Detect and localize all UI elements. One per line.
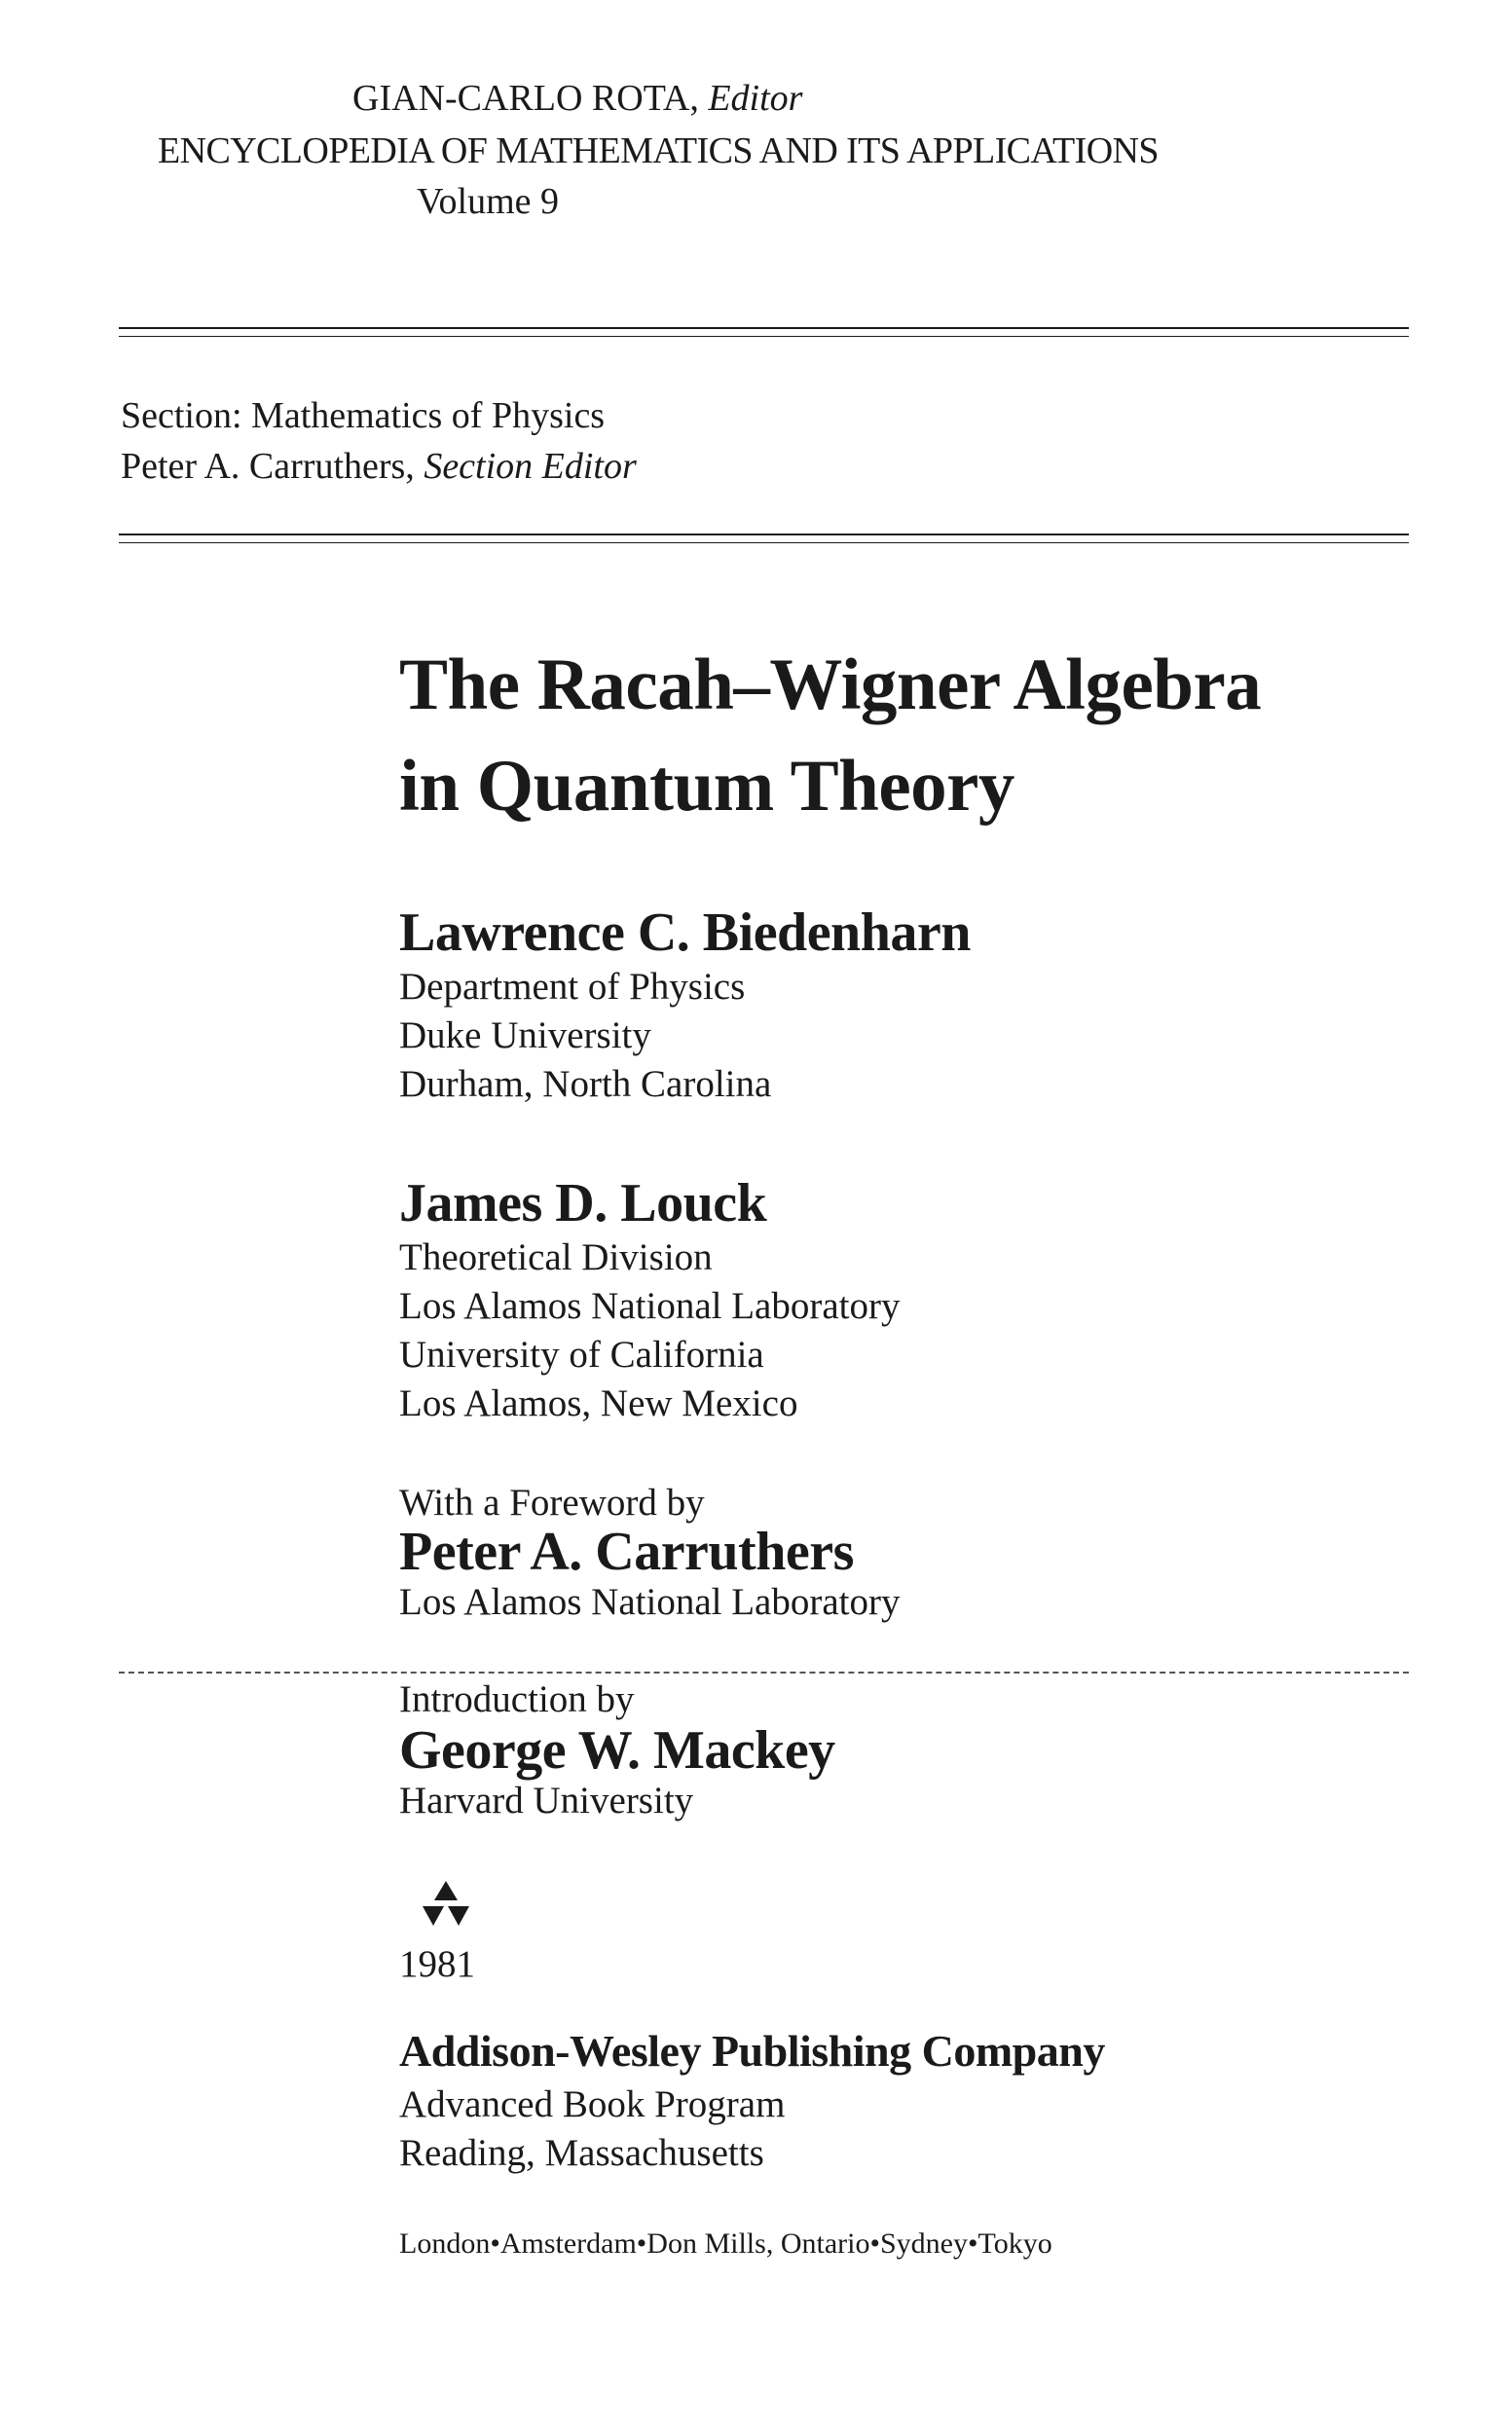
author-affiliation-line: Theoretical Division xyxy=(399,1236,713,1278)
author-affiliation-line: Department of Physics xyxy=(399,966,746,1008)
series-editor-role: Editor xyxy=(708,78,803,119)
section-editor-name: Peter A. Carruthers, xyxy=(121,446,415,487)
divider-mid-1 xyxy=(119,534,1409,535)
publisher-cities: London•Amsterdam•Don Mills, Ontario•Sydney•Tokyo xyxy=(399,2227,1052,2260)
foreword-author-name: Peter A. Carruthers xyxy=(399,1522,854,1582)
volume-number: Volume 9 xyxy=(417,181,560,222)
introduction-affiliation: Harvard University xyxy=(399,1780,694,1822)
introduction-label: Introduction by xyxy=(399,1678,635,1720)
section-label: Section: Mathematics of Physics xyxy=(121,395,606,436)
divider-mid-2 xyxy=(119,542,1409,543)
series-editor xyxy=(352,80,802,117)
author-affiliation-line: Los Alamos, New Mexico xyxy=(399,1382,798,1424)
publisher-location: Reading, Massachusetts xyxy=(399,2132,764,2174)
series-editor-name: GIAN-CARLO ROTA, xyxy=(352,78,699,119)
author-name: James D. Louck xyxy=(399,1173,767,1233)
publisher-program: Advanced Book Program xyxy=(399,2083,786,2125)
author-name: Lawrence C. Biedenharn xyxy=(399,902,971,963)
encyclopedia-title: ENCYCLOPEDIA OF MATHEMATICS AND ITS APPLICATIONS xyxy=(158,130,1159,171)
divider-top-1 xyxy=(119,327,1409,329)
foreword-label: With a Foreword by xyxy=(399,1482,705,1524)
publication-year: 1981 xyxy=(399,1943,475,1985)
book-title-line-2: in Quantum Theory xyxy=(399,746,1014,827)
divider-top-2 xyxy=(119,336,1409,337)
section-editor xyxy=(121,448,637,485)
author-affiliation-line: Duke University xyxy=(399,1014,651,1056)
author-affiliation-line: Durham, North Carolina xyxy=(399,1063,772,1105)
section-editor-role: Section Editor xyxy=(424,446,637,487)
introduction-author-name: George W. Mackey xyxy=(399,1720,835,1781)
author-affiliation-line: University of California xyxy=(399,1334,764,1376)
book-title-line-1: The Racah–Wigner Algebra xyxy=(399,644,1262,725)
author-affiliation-line: Los Alamos National Laboratory xyxy=(399,1285,901,1327)
divider-dotted xyxy=(119,1672,1409,1674)
foreword-affiliation: Los Alamos National Laboratory xyxy=(399,1581,901,1623)
publisher-logo-icon xyxy=(421,1879,471,1930)
publisher-name: Addison-Wesley Publishing Company xyxy=(399,2026,1105,2076)
